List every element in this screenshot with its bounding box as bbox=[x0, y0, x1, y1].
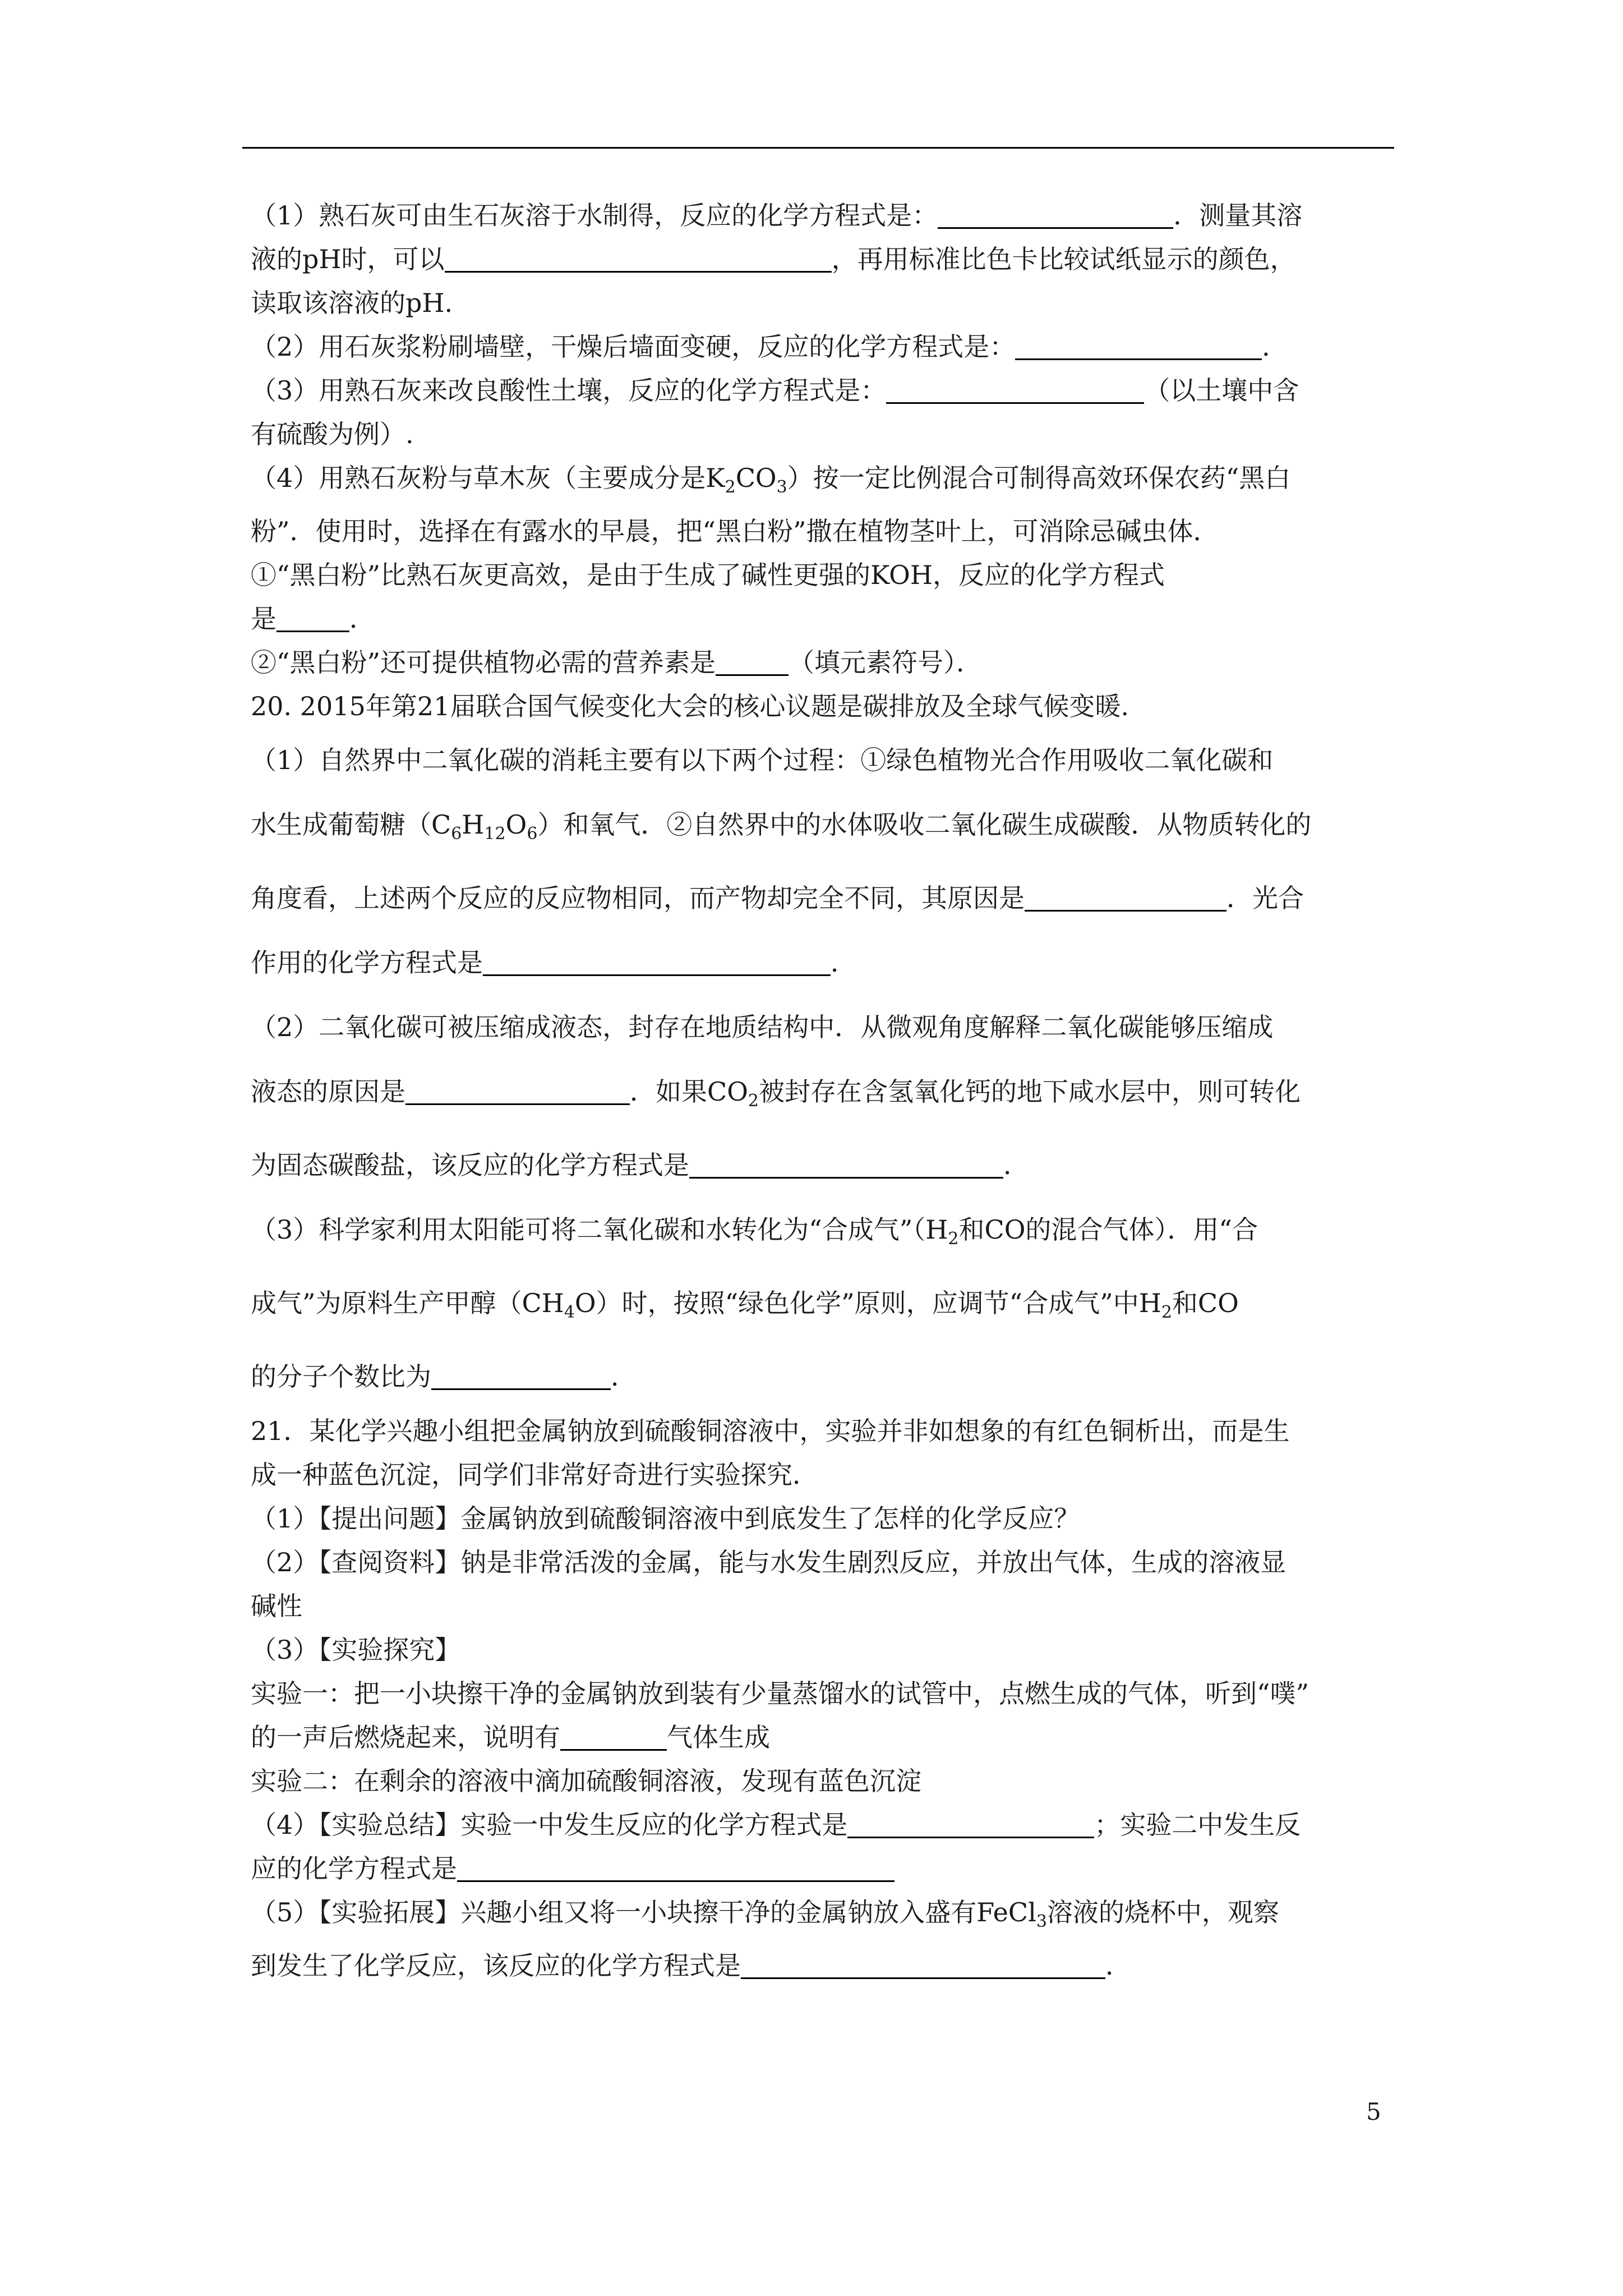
answer-blank[interactable] bbox=[405, 1078, 630, 1105]
answer-blank[interactable] bbox=[847, 1811, 1094, 1838]
subscript: 3 bbox=[776, 477, 787, 497]
answer-blank[interactable] bbox=[938, 201, 1173, 229]
text: ）和氧气．②自然界中的水体吸收二氧化碳生成碳酸．从物质转化的 bbox=[537, 809, 1312, 840]
text: ②“黑白粉”还可提供植物必需的营养素是 bbox=[251, 647, 716, 678]
answer-blank[interactable] bbox=[483, 949, 831, 976]
answer-blank[interactable] bbox=[431, 1363, 611, 1390]
question-line bbox=[251, 793, 1400, 866]
answer-blank[interactable] bbox=[276, 605, 349, 632]
answer-blank[interactable] bbox=[457, 1855, 895, 1882]
subscript: 3 bbox=[1036, 1912, 1047, 1931]
text: （以土壤中含 bbox=[1144, 375, 1299, 406]
text: 液态的原因是 bbox=[251, 1076, 405, 1107]
question-line bbox=[251, 1672, 1400, 1715]
subscript: 6 bbox=[527, 824, 538, 844]
subscript: 4 bbox=[564, 1303, 575, 1322]
subscript: 2 bbox=[948, 1229, 959, 1249]
text: 碱性 bbox=[251, 1591, 302, 1621]
question-line bbox=[251, 412, 1400, 456]
text: 有硫酸为例）. bbox=[251, 419, 414, 449]
document-body bbox=[251, 194, 1400, 1987]
text: 是 bbox=[251, 604, 276, 634]
text: ；实验二中发生反 bbox=[1094, 1810, 1301, 1840]
text: 应的化学方程式是 bbox=[251, 1853, 457, 1884]
text: ，再用标准比色卡比较试纸显示的颜色， bbox=[831, 244, 1296, 274]
subscript: 6 bbox=[451, 824, 462, 844]
text: O bbox=[505, 809, 527, 840]
text: 和CO的混合气体）．用“合 bbox=[958, 1214, 1258, 1245]
question-line bbox=[251, 369, 1400, 412]
text: ．如果CO bbox=[630, 1076, 748, 1107]
question-line bbox=[251, 1628, 1400, 1672]
question-line bbox=[251, 509, 1400, 553]
text: CO bbox=[735, 463, 777, 493]
header-rule bbox=[242, 147, 1394, 149]
question-line bbox=[251, 1759, 1400, 1803]
answer-blank[interactable] bbox=[1025, 884, 1227, 912]
question-line bbox=[251, 1497, 1400, 1540]
subscript: 2 bbox=[725, 477, 736, 497]
question-line bbox=[251, 597, 1400, 641]
answer-blank[interactable] bbox=[886, 376, 1144, 404]
question-line bbox=[251, 1271, 1400, 1345]
question-line bbox=[251, 553, 1400, 597]
text: 到发生了化学反应，该反应的化学方程式是 bbox=[251, 1950, 741, 1981]
text: （4）用熟石灰粉与草木灰（主要成分是K bbox=[251, 463, 725, 493]
question-line bbox=[251, 281, 1400, 325]
text: （1）熟石灰可由生石灰溶于水制得，反应的化学方程式是： bbox=[251, 200, 938, 231]
answer-blank[interactable] bbox=[1015, 333, 1262, 360]
question-line bbox=[251, 1803, 1400, 1847]
question-line bbox=[251, 641, 1400, 684]
question-line bbox=[251, 325, 1400, 369]
question-line bbox=[251, 1584, 1400, 1628]
subscript: 2 bbox=[748, 1091, 759, 1111]
answer-blank[interactable] bbox=[560, 1723, 667, 1751]
text: （2）【查阅资料】钠是非常活泼的金属，能与水发生剧烈反应，并放出气体，生成的溶液显 bbox=[251, 1547, 1287, 1577]
page-number: 5 bbox=[1366, 2098, 1381, 2125]
text: 液的pH时，可以 bbox=[251, 244, 445, 274]
text: 的一声后燃烧起来，说明有 bbox=[251, 1722, 560, 1752]
answer-blank[interactable] bbox=[689, 1151, 1003, 1179]
text: 气体生成 bbox=[667, 1722, 770, 1752]
text: ． bbox=[1105, 1950, 1131, 1981]
text: （2）二氧化碳可被压缩成液态，封存在地质结构中．从微观角度解释二氧化碳能够压缩成 bbox=[251, 1012, 1274, 1042]
text: ．测量其溶 bbox=[1173, 200, 1303, 231]
text: ． bbox=[1262, 332, 1288, 362]
text: ． bbox=[831, 947, 856, 978]
text: 20. 2015年第21届联合国气候变化大会的核心议题是碳排放及全球气候变暖. bbox=[251, 691, 1129, 721]
answer-blank[interactable] bbox=[445, 245, 832, 273]
text: 读取该溶液的pH. bbox=[251, 288, 453, 318]
text: 21．某化学兴趣小组把金属钠放到硫酸铜溶液中，实验并非如想象的有红色铜析出，而是生 bbox=[251, 1416, 1290, 1446]
text: 和CO bbox=[1172, 1288, 1239, 1318]
text: ①“黑白粉”比熟石灰更高效，是由于生成了碱性更强的KOH，反应的化学方程式 bbox=[251, 560, 1165, 590]
text: （4）【实验总结】实验一中发生反应的化学方程式是 bbox=[251, 1810, 848, 1840]
text: ． bbox=[1003, 1150, 1029, 1180]
answer-blank[interactable] bbox=[741, 1952, 1105, 1979]
question-line bbox=[251, 1060, 1400, 1133]
text: （1）自然界中二氧化碳的消耗主要有以下两个过程：①绿色植物光合作用吸收二氧化碳和 bbox=[251, 745, 1274, 775]
text: 粉”．使用时，选择在有露水的早晨，把“黑白粉”撒在植物茎叶上，可消除忌碱虫体． bbox=[251, 516, 1219, 546]
text: 成一种蓝色沉淀，同学们非常好奇进行实验探究． bbox=[251, 1460, 818, 1490]
question-line bbox=[251, 456, 1400, 509]
question-line bbox=[251, 1890, 1400, 1944]
question-line bbox=[251, 1345, 1400, 1409]
text: 成气”为原料生产甲醇（CH bbox=[251, 1288, 564, 1318]
question-line bbox=[251, 1453, 1400, 1497]
question-line bbox=[251, 995, 1400, 1060]
text: （2）用石灰浆粉刷墙壁，干燥后墙面变硬，反应的化学方程式是： bbox=[251, 332, 1016, 362]
text: 被封存在含氢氧化钙的地下咸水层中，则可转化 bbox=[759, 1076, 1301, 1107]
text: 角度看，上述两个反应的反应物相同，而产物却完全不同，其原因是 bbox=[251, 883, 1025, 913]
text: H bbox=[462, 809, 485, 840]
question-heading bbox=[251, 1409, 1400, 1453]
subscript: 2 bbox=[1161, 1303, 1172, 1322]
question-line bbox=[251, 1847, 1400, 1890]
text: ．光合 bbox=[1227, 883, 1304, 913]
question-line bbox=[251, 1715, 1400, 1759]
text: 为固态碳酸盐，该反应的化学方程式是 bbox=[251, 1150, 689, 1180]
question-line bbox=[251, 1198, 1400, 1271]
text: ． bbox=[611, 1361, 637, 1392]
text: 实验一：把一小块擦干净的金属钠放到装有少量蒸馏水的试管中，点燃生成的气体，听到“噗” bbox=[251, 1678, 1310, 1709]
text: （3）科学家利用太阳能可将二氧化碳和水转化为“合成气”（H bbox=[251, 1214, 948, 1245]
question-line bbox=[251, 194, 1400, 237]
question-line bbox=[251, 1133, 1400, 1198]
answer-blank[interactable] bbox=[716, 648, 789, 676]
question-line bbox=[251, 237, 1400, 281]
text: （1）【提出问题】金属钠放到硫酸铜溶液中到底发生了怎样的化学反应？ bbox=[251, 1503, 1080, 1534]
text: 溶液的烧杯中，观察 bbox=[1046, 1897, 1279, 1927]
text: ． bbox=[349, 604, 375, 634]
question-line bbox=[251, 1540, 1400, 1584]
text: （3）【实验探究】 bbox=[251, 1635, 461, 1665]
text: 的分子个数比为 bbox=[251, 1361, 431, 1392]
text: O）时，按照“绿色化学”原则，应调节“合成气”中H bbox=[574, 1288, 1161, 1318]
question-heading bbox=[251, 684, 1400, 728]
subscript: 12 bbox=[484, 824, 506, 844]
text: ）按一定比例混合可制得高效环保农药“黑白 bbox=[787, 463, 1291, 493]
question-line bbox=[251, 866, 1400, 931]
text: 作用的化学方程式是 bbox=[251, 947, 483, 978]
text: （3）用熟石灰来改良酸性土壤，反应的化学方程式是： bbox=[251, 375, 887, 406]
text: 水生成葡萄糖（C bbox=[251, 809, 451, 840]
question-line bbox=[251, 931, 1400, 995]
text: （填元素符号）． bbox=[789, 647, 983, 678]
text: 实验二：在剩余的溶液中滴加硫酸铜溶液，发现有蓝色沉淀 bbox=[251, 1766, 921, 1796]
question-line bbox=[251, 1944, 1400, 1987]
text: （5）【实验拓展】兴趣小组又将一小块擦干净的金属钠放入盛有FeCl bbox=[251, 1897, 1036, 1927]
question-line bbox=[251, 728, 1400, 793]
